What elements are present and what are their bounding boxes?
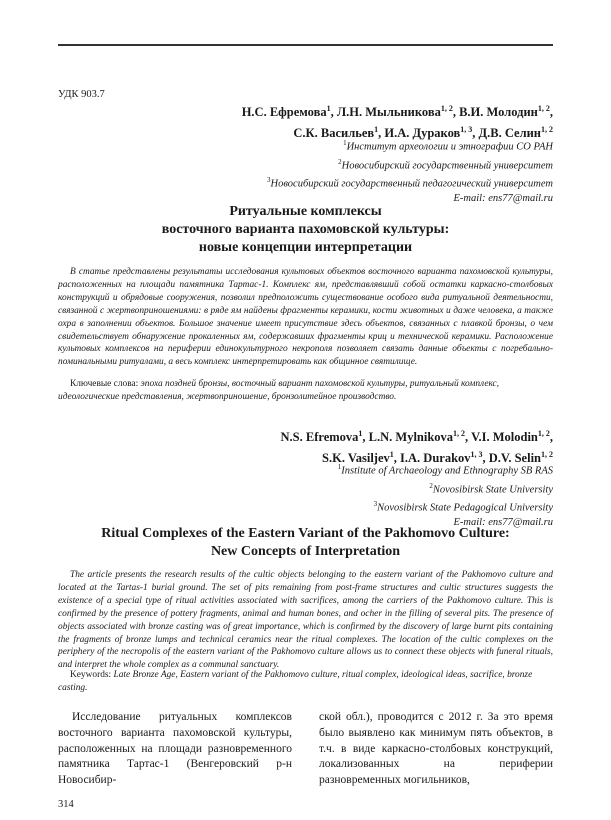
author-name: , V.I. Molodin — [465, 430, 538, 445]
ru-keywords-text: эпоха поздней бронзы, восточный вариант пахомовской культуры, ритуальный комплекс, идеологические представления, жертвоприношение, бронзолитейное производство. — [58, 379, 500, 402]
ru-authors-line-1 — [242, 100, 553, 121]
author-affiliation-sup: 1, 2 — [440, 104, 453, 113]
author-affiliation-sup: 1, 2 — [541, 125, 553, 135]
author-name: N.S. Efremova — [280, 430, 359, 445]
udk-code: УДК 903.7 — [58, 89, 105, 100]
affiliation-sup: 1 — [337, 463, 342, 471]
author-name: , L.N. Mylnikova — [362, 430, 454, 445]
en-abstract: The article presents the research results of the cultic objects belonging to the eastern variant of the Pakhomovo culture and located at the Tartas-1 burial ground. The set of pits remaining from post-frame structures and cultic structures suggests the existence of a special type of ritual activities associated with sacrifices, among the carriers of the Pakhomovo culture. This is confirmed by the presence of pottery fragments, animal and human bones, and ocher in the filling of several pits. The presence of objects associated with bronze casting was of great importance, which is confirmed by the discovery of large burnt pits containing the fragments of bronze lumps and technical ceramics near the ritual complexes. The location of the cultic complexes on the periphery of the necropolis of the eastern variant of the Pakhomovo culture allows us to connect these objects with funeral rituals, and interpret the whole complex as a communal sanctuary. — [58, 570, 553, 671]
affiliation-text: Novosibirsk State Pedagogical University — [377, 502, 553, 514]
en-keywords-text: Late Bronze Age, Eastern variant of the Pakhomovo culture, ritual complex, ideological ideas, sacrifice, bronze casting. — [58, 670, 533, 693]
body-column-right: ской обл.), проводится с 2012 г. За это время было выявлено как минимум пять объектов, в т.ч. в виде каркасно-столбовых конструкций, локализованных на периферии разновременных могильников, — [319, 711, 553, 787]
author-affiliation-sup: 1, 2 — [453, 429, 466, 438]
en-email: E-mail: ens77@mail.ru — [453, 516, 553, 528]
author-affiliation-sup: 1, 3 — [460, 125, 473, 135]
en-keywords — [58, 669, 553, 695]
page-number: 314 — [58, 799, 74, 810]
author-name: , D.V. Selin — [482, 451, 541, 466]
affiliation-line — [267, 173, 553, 192]
en-authors-line-1 — [281, 425, 553, 446]
author-affiliation-sup: 1 — [374, 125, 379, 135]
author-name: , — [549, 105, 553, 120]
author-name: , В.И. Молодин — [452, 105, 538, 120]
author-name: С.К. Васильев — [293, 126, 375, 141]
en-keywords-label: Keywords: — [70, 670, 112, 680]
top-rule — [58, 44, 553, 46]
author-name: , Д.В. Селин — [472, 126, 541, 141]
ru-title-line: восточного варианта пахомовской культуры: — [161, 222, 450, 237]
affiliation-sup: 2 — [429, 481, 433, 490]
affiliation-sup: 3 — [267, 176, 271, 184]
author-affiliation-sup: 1, 2 — [537, 104, 550, 113]
author-affiliation-sup: 1 — [358, 429, 363, 438]
ru-email: E-mail: ens77@mail.ru — [453, 192, 553, 204]
affiliation-sup: 1 — [343, 139, 347, 147]
affiliation-line — [267, 136, 553, 155]
affiliation-line — [338, 460, 553, 479]
affiliation-text: Институт археологии и этнографии СО РАН — [346, 141, 553, 153]
ru-keywords — [58, 378, 553, 404]
author-name: , И.А. Дураков — [378, 126, 461, 141]
author-affiliation-sup: 1, 2 — [541, 450, 553, 460]
author-name: , — [549, 430, 553, 445]
ru-title-line: новые концепции интерпретации — [198, 240, 413, 255]
author-name: , Л.Н. Мыльникова — [330, 105, 441, 120]
author-affiliation-sup: 1, 2 — [537, 429, 550, 438]
affiliation-line — [338, 497, 553, 516]
author-name: , I.A. Durakov — [393, 451, 471, 466]
affiliation-line — [338, 479, 553, 498]
author-name: S.K. Vasiljev — [322, 451, 390, 466]
en-title — [58, 525, 553, 561]
affiliation-sup: 3 — [373, 500, 378, 508]
affiliation-line — [267, 155, 553, 174]
body-column-left: Исследование ритуальных комплексов восточного варианта пахомовской культуры, расположенных на площади разновременного памятника Тартас-1 (Венгеровский р-н Новосибир- — [58, 711, 292, 787]
author-affiliation-sup: 1 — [389, 450, 394, 460]
affiliation-text: Novosibirsk State University — [432, 484, 553, 495]
author-name: Н.С. Ефремова — [241, 105, 327, 120]
affiliation-text: Новосибирский государственный педагогический университет — [270, 178, 553, 190]
ru-affiliations — [267, 136, 553, 206]
author-affiliation-sup: 1 — [326, 104, 331, 113]
ru-title — [58, 203, 553, 257]
ru-title-line: Ритуальные комплексы — [229, 204, 382, 219]
affiliation-sup: 2 — [338, 157, 342, 166]
en-title-line: Ritual Complexes of the Eastern Variant of the Pakhomovo Culture: — [101, 526, 510, 541]
affiliation-text: Institute of Archaeology and Ethnography SB RAS — [341, 465, 553, 477]
author-affiliation-sup: 1, 3 — [470, 450, 483, 460]
ru-keywords-label: Ключевые слова: — [70, 379, 139, 389]
affiliation-text: Новосибирский государственный университет — [341, 160, 553, 171]
en-affiliations — [338, 460, 553, 530]
ru-abstract: В статье представлены результаты исследования культовых объектов восточного варианта пахомовской культуры, расположенных на площади памятника Тартас-1. Комплекс ям, представлявший собой остатки каркасно-столбовых конструкций и обрядовые сооружения, позволил предположить существование особого вида ритуальной деятельности, связанной с жертвоприношениями: в ряде ям найдены фрагменты керамики, кости животных и даже человека, а также охра в заполнении объектов. Большое значение имеет присутствие здесь объектов, связанных с плавкой бронзы, о чем свидетельствует обнаружение прокаленных ям, содержавших фрагменты криц и технической керамики. Расположение культовых комплексов на периферии единокультурного некрополя позволяет связать данные объекты с погребально-поминальными ритуалами, а весь комплекс интерпретировать как общинное святилище. — [58, 267, 553, 368]
en-title-line: New Concepts of Interpretation — [210, 544, 401, 559]
